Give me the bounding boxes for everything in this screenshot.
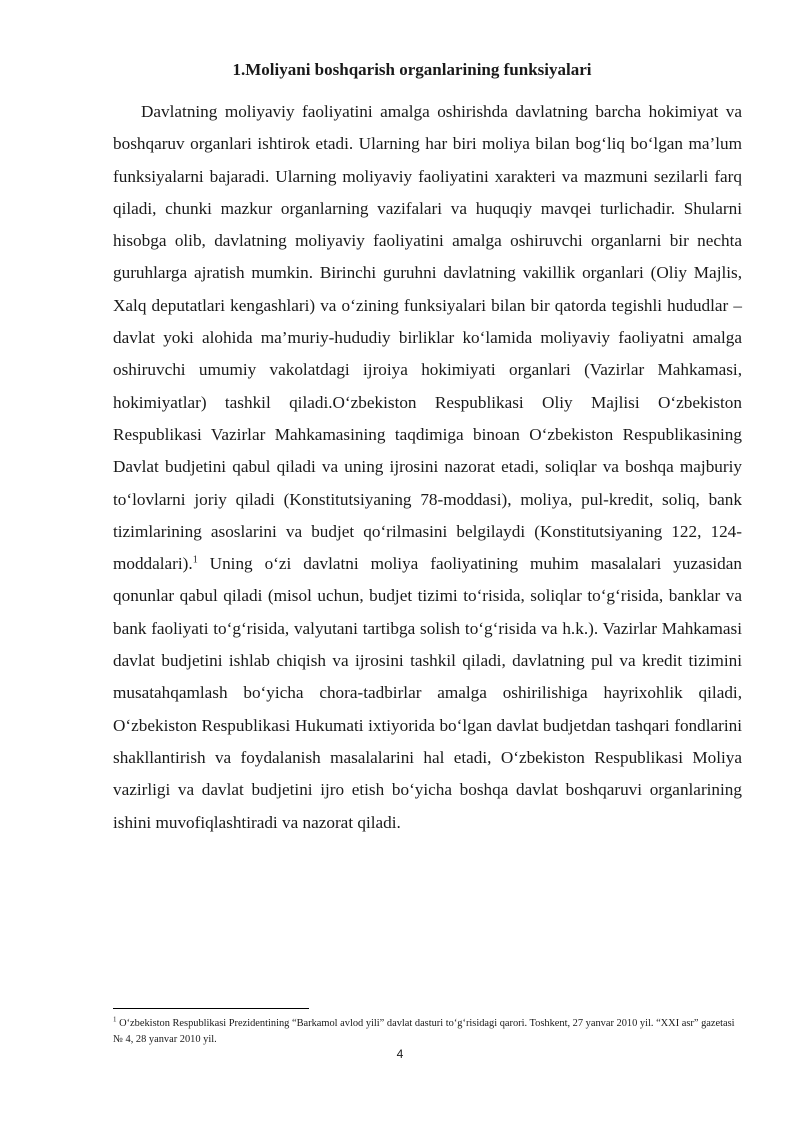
footnote-marker: 1 xyxy=(113,1015,117,1024)
footnote-text: O‘zbekiston Respublikasi Prezidentining “Barkamol avlod yili” davlat dasturi to‘g‘risidagi qarori. Toshkent, 27 yanvar 2010 yil. “XXI asr” gazetasi № 4, 28 yanvar 2010 yil. xyxy=(113,1018,735,1045)
section-heading: 1.Moliyani boshqarish organlarining funksiyalari xyxy=(232,60,592,79)
paragraph-text-part-1: Davlatning moliyaviy faoliyatini amalga oshirishda davlatning barcha hokimiyat va boshqaruv organlari ishtirok etadi. Ularning har biri moliya bilan bog‘liq bo‘lgan ma’lum funksiyalarni bajaradi. Ularning moliyaviy faoliyatini xarakteri va mazmuni sezilarli farq qiladi, chunki mazkur organlarning vazifalari va huquqiy mavqei turlichadir. Shularni hisobga olib, davlatning moliyaviy faoliyatini amalga oshiruvchi organlarni bir nechta guruhlarga ajratish mumkin. Birinchi guruhni davlatning vakillik organlari (Oliy Majlis, Xalq deputatlari kengashlari) va o‘zining funksiyalari bilan bir qatorda tegishli hududlar – davlat yoki alohida ma’muriy-hududiy birliklar ko‘lamida moliyaviy faoliyatni amalga oshiruvchi umumiy vakolatdagi ijroiya hokimiyati organlari (Vazirlar Mahkamasi, hokimiyatlar) tashkil qiladi.O‘zbekiston Respublikasi Oliy Majlisi O‘zbekiston Respublikasi Vazirlar Mahkamasining taqdimiga binoan O‘zbekiston Respublikasining Davlat budjetini qabul qiladi va uning ijrosini nazorat etadi, soliqlar va boshqa majburiy to‘lovlarni joriy qiladi (Konstitutsiyaning 78-moddasi), moliya, pul-kredit, soliq, bank tizimlarining asoslarini va budjet qo‘rilmasini belgilaydi (Konstitutsiyaning 122, 124-moddalari). xyxy=(113,102,742,574)
footnote-reference[interactable]: 1 xyxy=(192,554,198,566)
body-paragraph xyxy=(113,96,742,839)
footnote-separator xyxy=(113,1008,309,1009)
footnote xyxy=(113,1016,743,1048)
paragraph-text-part-2: Uning o‘zi davlatni moliya faoliyatining muhim masalalari yuzasidan qonunlar qabul qiladi (misol uchun, budjet tizimi to‘risida, soliqlar to‘g‘risida, banklar va bank faoliyati to‘g‘risida, valyutani tartibga solish to‘g‘risida va h.k.). Vazirlar Mahkamasi davlat budjetini ishlab chiqish va ijrosini tashkil qiladi, davlatning pul va kredit tizimini musatahqamlash bo‘yicha chora-tadbirlar amalga oshirilishiga hayrixohlik qiladi, O‘zbekiston Respublikasi Hukumati ixtiyorida bo‘lgan davlat budjetdan tashqari fondlarini shakllantirish va foydalanish masalalarini hal etadi, O‘zbekiston Respublikasi Moliya vazirligi va davlat budjetini ijro etish bo‘yicha boshqa davlat boshqaruvi organlarining ishini muvofiqlashtiradi va nazorat qiladi. xyxy=(113,554,742,832)
page-number: 4 xyxy=(396,1047,404,1061)
